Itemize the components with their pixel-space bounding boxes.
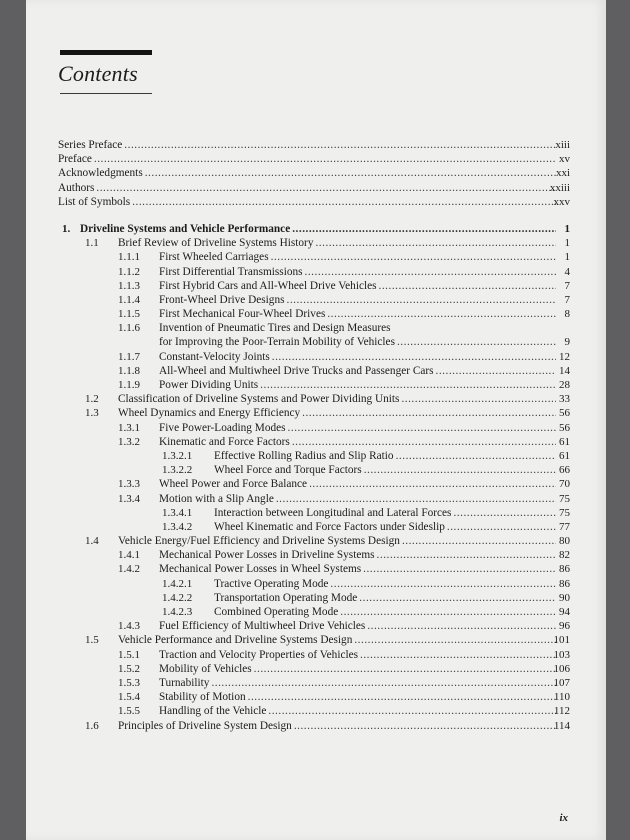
- toc-entry: [26, 250, 606, 264]
- toc-entry-page: 107: [553, 676, 570, 689]
- toc-entry-number: 1.3.1: [118, 421, 140, 434]
- toc-entry-line: [214, 591, 558, 605]
- leader-dots: [287, 293, 557, 307]
- leader-dots: [396, 449, 556, 463]
- leader-dots: [124, 138, 556, 152]
- toc-entry-line: [159, 662, 558, 676]
- toc-entry-number: 1.4.2.1: [162, 577, 193, 590]
- toc-entry-page: 61: [559, 435, 570, 448]
- toc-entry-line: [118, 406, 558, 420]
- toc-entry: [26, 577, 606, 591]
- leader-dots: [377, 548, 556, 562]
- leader-dots: [436, 364, 556, 378]
- toc-entry-number: 1.3.4.1: [162, 506, 193, 519]
- toc-entry-title: Classification of Driveline Systems and Power Dividing Units: [118, 393, 400, 406]
- toc-entry: [26, 562, 606, 576]
- toc-entry-title: Mechanical Power Losses in Driveline Systems: [159, 549, 375, 562]
- toc-entry-page: 4: [564, 265, 570, 278]
- toc-entry: [26, 378, 606, 392]
- toc-entry-page: 70: [559, 478, 570, 491]
- toc-entry-number: 1.6: [85, 719, 99, 732]
- toc-entry: [26, 463, 606, 477]
- toc-entry-number: 1.3.4: [118, 492, 140, 505]
- toc-entry: [26, 449, 606, 463]
- toc-entry: [26, 406, 606, 420]
- leader-dots: [271, 250, 556, 264]
- toc-entry-line: [159, 350, 558, 364]
- toc-entry-line: [159, 619, 558, 633]
- leader-dots: [96, 181, 556, 195]
- toc-entry-number: 1.3.2.2: [162, 464, 193, 477]
- leader-dots: [292, 222, 556, 236]
- toc-entry-title: Wheel Power and Force Balance: [159, 478, 308, 491]
- toc-entry: [26, 265, 606, 279]
- toc-entry: [26, 676, 606, 690]
- toc-entry-line: [159, 648, 558, 662]
- leader-dots: [254, 662, 556, 676]
- toc-entry-number: 1.3.2.1: [162, 449, 193, 462]
- toc-entry: [26, 293, 606, 307]
- leader-dots: [397, 335, 556, 349]
- toc-entry-page: 103: [553, 648, 570, 661]
- toc-entry-page: 1: [564, 222, 570, 235]
- toc-entry-page: 80: [559, 535, 570, 548]
- toc-entry-number: 1.1.6: [118, 322, 140, 335]
- toc-entry-title: Motion with a Slip Angle: [159, 492, 274, 505]
- toc-entry-title: Tractive Operating Mode: [214, 577, 329, 590]
- toc-entry-line: [159, 704, 558, 718]
- toc-entry-line: [58, 152, 558, 166]
- toc-entry-page: 110: [553, 691, 570, 704]
- toc-entry-page: 86: [559, 563, 570, 576]
- toc-entry-page: 94: [559, 606, 570, 618]
- toc-entry-line: [159, 335, 558, 349]
- toc-entry: [26, 633, 606, 647]
- toc-entry-line: [159, 562, 558, 576]
- front-matter-item: [26, 181, 606, 195]
- leader-dots: [401, 392, 556, 406]
- leader-dots: [315, 236, 556, 250]
- toc-entry-page: xv: [559, 153, 570, 166]
- toc-entry-title: List of Symbols: [58, 195, 131, 208]
- toc-entry-line: [214, 520, 558, 534]
- toc-entry-title: Five Power-Loading Modes: [159, 421, 286, 434]
- toc-entry-page: 90: [559, 591, 570, 604]
- toc-entry-number: 1.1: [85, 237, 99, 250]
- leader-dots: [272, 350, 556, 364]
- toc-entry-number: 1.4.2.3: [162, 606, 193, 618]
- toc-entry-title: Transportation Operating Mode: [214, 591, 358, 604]
- toc-entry: [26, 591, 606, 605]
- toc-entry-line: [159, 265, 558, 279]
- toc-entry-title: All-Wheel and Multiwheel Drive Trucks and Passenger Cars: [159, 364, 434, 377]
- toc-entry-number: 1.4.1: [118, 549, 140, 562]
- leader-dots: [132, 195, 556, 209]
- leader-dots: [379, 279, 556, 293]
- toc-entry-title: Effective Rolling Radius and Slip Ratio: [214, 449, 394, 462]
- toc-entry-title: Principles of Driveline System Design: [118, 719, 292, 732]
- leader-dots: [359, 591, 556, 605]
- toc-entry-page: xxiii: [549, 181, 570, 194]
- chapter-entry: [26, 222, 606, 236]
- leader-dots: [447, 520, 556, 534]
- toc-entry-page: 1: [564, 251, 570, 264]
- toc-entry-title: First Hybrid Cars and All-Wheel Drive Vehicles: [159, 279, 377, 292]
- toc-entry: [26, 477, 606, 491]
- toc-entry-title: Series Preface: [58, 139, 123, 151]
- toc-entry-title: Preface: [58, 153, 92, 166]
- toc-entry-line: [159, 279, 558, 293]
- toc-entry-title: Brief Review of Driveline Systems History: [118, 237, 314, 250]
- toc-entry: [26, 279, 606, 293]
- toc-entry-page: 86: [559, 577, 570, 590]
- book-page: [26, 0, 606, 840]
- toc-entry-page: 8: [564, 308, 570, 321]
- leader-dots: [363, 562, 556, 576]
- toc-entry-title: Vehicle Performance and Driveline Systems Design: [118, 634, 353, 647]
- toc-entry: [26, 492, 606, 506]
- front-matter-item: [26, 166, 606, 180]
- leader-dots: [305, 265, 556, 279]
- toc-entry-line: [159, 293, 558, 307]
- toc-entry-line: [214, 449, 558, 463]
- toc-entry-line: [159, 364, 558, 378]
- toc-entry-title: First Differential Transmissions: [159, 265, 303, 278]
- toc-entry-title: Power Dividing Units: [159, 379, 259, 391]
- toc-entry-title: Wheel Kinematic and Force Factors under Sideslip: [214, 520, 445, 533]
- toc-entry-title: Authors: [58, 181, 95, 194]
- toc-entry-title: Acknowledgments: [58, 167, 143, 180]
- leader-dots: [330, 577, 556, 591]
- toc-entry: [26, 520, 606, 534]
- leader-dots: [364, 463, 556, 477]
- toc-entry: [26, 619, 606, 633]
- toc-entry: [26, 364, 606, 378]
- toc-entry-line: [214, 577, 558, 591]
- toc-entry-title: Invention of Pneumatic Tires and Design Measures: [159, 322, 391, 335]
- toc-entry: [26, 548, 606, 562]
- toc-entry-page: 14: [559, 364, 570, 377]
- toc-entry-number: 1.5.1: [118, 648, 140, 661]
- toc-entry-line: [159, 378, 558, 392]
- toc-entry-line: [118, 719, 558, 733]
- toc-entry-line: [118, 633, 558, 647]
- toc-entry-page: 66: [559, 464, 570, 477]
- toc-entry-page: 7: [564, 293, 570, 306]
- front-matter-item: [26, 152, 606, 166]
- table-of-contents: [26, 138, 606, 733]
- leader-dots: [248, 690, 556, 704]
- toc-entry-line: [159, 321, 570, 335]
- toc-entry-page: 7: [564, 279, 570, 292]
- toc-entry-title: Mechanical Power Losses in Wheel Systems: [159, 563, 362, 576]
- toc-entry-number: 1.1.1: [118, 251, 140, 264]
- leader-dots: [327, 307, 556, 321]
- leader-dots: [402, 534, 556, 548]
- toc-entry-page: 101: [553, 634, 570, 647]
- leader-dots: [294, 719, 556, 733]
- toc-entry-number: 1.4.2: [118, 563, 140, 576]
- toc-entry-number: 1.3.3: [118, 478, 140, 491]
- toc-entry: [26, 690, 606, 704]
- leader-dots: [288, 421, 556, 435]
- toc-entry-line: [58, 181, 558, 195]
- toc-entry-page: 12: [559, 350, 570, 363]
- toc-entry-line: [159, 548, 558, 562]
- leader-dots: [354, 633, 556, 647]
- leader-dots: [94, 152, 556, 166]
- toc-entry-number: 1.1.8: [118, 364, 140, 377]
- toc-entry-number: 1.1.3: [118, 279, 140, 292]
- leader-dots: [268, 704, 556, 718]
- heading-rule: [60, 93, 152, 94]
- toc-entry-line: [159, 421, 558, 435]
- toc-entry-line: [159, 307, 558, 321]
- toc-entry-line: [58, 138, 558, 152]
- toc-entry-title: Stability of Motion: [159, 691, 246, 704]
- toc-entry-page: 1: [564, 237, 570, 250]
- toc-entry: [26, 335, 606, 349]
- toc-entry-page: 114: [553, 719, 570, 732]
- leader-dots: [340, 605, 556, 619]
- toc-entry-number: 1.2: [85, 393, 99, 406]
- toc-entry: [26, 719, 606, 733]
- toc-entry-number: 1.3.2: [118, 435, 140, 448]
- toc-entry-title: Traction and Velocity Properties of Vehicles: [159, 648, 359, 661]
- leader-dots: [302, 406, 556, 420]
- toc-entry-title: for Improving the Poor-Terrain Mobility of Vehicles: [159, 336, 395, 349]
- toc-entry-number: 1.5.2: [118, 662, 140, 675]
- leader-dots: [276, 492, 556, 506]
- toc-entry-line: [159, 435, 558, 449]
- toc-entry-page: 56: [559, 421, 570, 434]
- toc-entry-number: 1.1.9: [118, 379, 140, 391]
- toc-entry-page: 82: [559, 549, 570, 562]
- toc-entry-page: xxv: [553, 195, 570, 208]
- leader-dots: [367, 619, 556, 633]
- toc-entry-title: Kinematic and Force Factors: [159, 435, 290, 448]
- toc-entry-page: 75: [559, 506, 570, 519]
- toc-entry-title: Wheel Force and Torque Factors: [214, 464, 362, 477]
- toc-entry-number: 1.5.5: [118, 705, 140, 718]
- toc-entry-number: 1.3: [85, 407, 99, 420]
- toc-entry: [26, 506, 606, 520]
- toc-entry-line: [159, 676, 558, 690]
- toc-entry-title: Fuel Efficiency of Multiwheel Drive Vehicles: [159, 620, 366, 633]
- toc-entry-title: First Mechanical Four-Wheel Drives: [159, 308, 326, 321]
- toc-entry-line: [80, 222, 558, 236]
- toc-entry-line: [214, 463, 558, 477]
- leader-dots: [145, 166, 556, 180]
- toc-entry: [26, 321, 606, 335]
- leader-dots: [453, 506, 556, 520]
- toc-entry-title: Constant-Velocity Joints: [159, 350, 270, 363]
- toc-entry-page: 9: [564, 336, 570, 349]
- leader-dots: [260, 378, 556, 392]
- toc-entry: [26, 350, 606, 364]
- toc-entry-title: Wheel Dynamics and Energy Efficiency: [118, 407, 301, 420]
- toc-entry-title: Vehicle Energy/Fuel Efficiency and Driveline Systems Design: [118, 535, 400, 548]
- toc-entry-number: 1.5: [85, 634, 99, 647]
- toc-entry-line: [159, 477, 558, 491]
- toc-entry: [26, 662, 606, 676]
- leader-dots: [360, 648, 556, 662]
- toc-entry: [26, 648, 606, 662]
- toc-entry-title: Driveline Systems and Vehicle Performance: [80, 222, 291, 235]
- toc-entry-number: 1.1.2: [118, 265, 140, 278]
- toc-entry-page: 28: [559, 379, 570, 391]
- toc-entry-title: Interaction between Longitudinal and Lateral Forces: [214, 506, 452, 519]
- toc-entry-title: Mobility of Vehicles: [159, 662, 252, 675]
- toc-entry-page: xxi: [555, 167, 570, 180]
- toc-entry-page: 77: [559, 520, 570, 533]
- toc-entry-line: [214, 506, 558, 520]
- front-matter-item: [26, 195, 606, 209]
- toc-entry-number: 1.4.2.2: [162, 591, 193, 604]
- toc-entry: [26, 704, 606, 718]
- toc-entry-number: 1.3.4.2: [162, 520, 193, 533]
- toc-entry-page: xiii: [555, 139, 570, 151]
- toc-entry-number: 1.1.5: [118, 308, 140, 321]
- toc-entry-number: 1.5.3: [118, 676, 140, 689]
- toc-entry: [26, 392, 606, 406]
- toc-entry-number: 1.5.4: [118, 691, 140, 704]
- toc-entry: [26, 421, 606, 435]
- toc-entry-title: Turnability: [159, 676, 210, 689]
- toc-entry-line: [214, 605, 558, 619]
- toc-entry-title: Handling of the Vehicle: [159, 705, 267, 718]
- toc-entry: [26, 605, 606, 619]
- leader-dots: [292, 435, 556, 449]
- toc-entry-line: [58, 195, 558, 209]
- toc-entry-page: 75: [559, 492, 570, 505]
- toc-entry-page: 112: [553, 705, 570, 718]
- toc-entry: [26, 435, 606, 449]
- toc-entry-number: 1.1.7: [118, 350, 140, 363]
- toc-entry-number: 1.1.4: [118, 293, 140, 306]
- page-folio: ix: [559, 812, 568, 824]
- toc-entry-page: 33: [559, 393, 570, 406]
- toc-entry-title: Front-Wheel Drive Designs: [159, 293, 285, 306]
- front-matter-item: [26, 138, 606, 152]
- toc-entry-title: Combined Operating Mode: [214, 606, 339, 618]
- toc-entry-page: 61: [559, 449, 570, 462]
- heading-bar: [60, 50, 152, 55]
- toc-entry-line: [159, 492, 558, 506]
- toc-entry-page: 106: [553, 662, 570, 675]
- toc-entry-line: [118, 236, 558, 250]
- toc-entry-line: [58, 166, 558, 180]
- toc-entry-title: First Wheeled Carriages: [159, 251, 269, 264]
- toc-entry-line: [118, 392, 558, 406]
- toc-entry-number: 1.4: [85, 535, 99, 548]
- toc-entry-line: [118, 534, 558, 548]
- toc-entry-number: 1.4.3: [118, 620, 140, 633]
- toc-entry-line: [159, 690, 558, 704]
- leader-dots: [309, 477, 556, 491]
- toc-entry: [26, 534, 606, 548]
- toc-entry: [26, 236, 606, 250]
- toc-entry-number: 1.: [62, 222, 71, 235]
- contents-heading: Contents: [58, 61, 138, 86]
- toc-entry-line: [159, 250, 558, 264]
- toc-entry-page: 56: [559, 407, 570, 420]
- toc-entry-page: 96: [559, 620, 570, 633]
- leader-dots: [211, 676, 556, 690]
- toc-entry: [26, 307, 606, 321]
